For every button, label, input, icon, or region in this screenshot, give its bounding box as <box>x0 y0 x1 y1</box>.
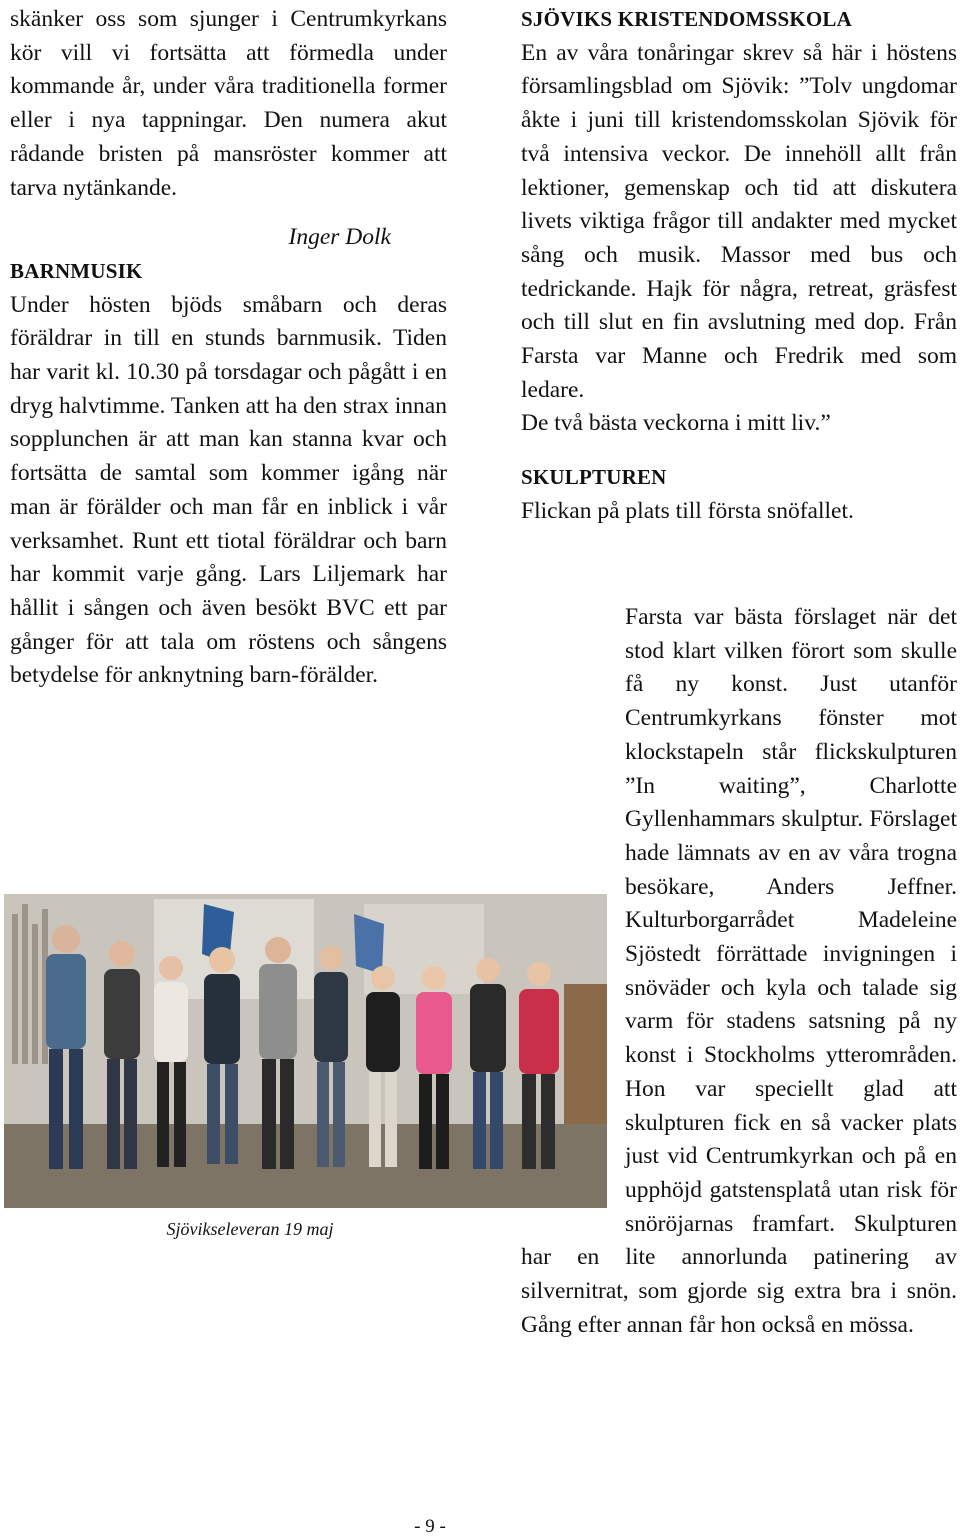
skulpturen-subtitle: Flickan på plats till första snöfallet. <box>521 497 854 524</box>
skulpturen-text: Farsta var bästa förslaget när det stod klart vilken förort som skulle få ny konst. Just utanför Centrumkyrkans fönster mot klockstapeln står flickskulpturen ”In waiting”, Charlotte Gyllenhammars skulptur. Förslaget hade lämnats av en av våra trogna besökare, Anders Jeffner. Kulturborgarrådet Madeleine Sjöstedt förrättade invigningen i snöväder och kyla och talade sig varm för stadens satsning på ny konst i Stockholms ytterområden. Hon var speciellt glad att skulpturen fick en så vacker plats just vid Centrumkyrkan och på en upphöjd gatstensplatå utan risk för snöröjarnas framfart. Skulpturen har en lite annorlunda patinering av silvernitrat, som gjorde sig extra bra i snön. Gång efter annan får hon också en mössa. <box>521 604 957 1338</box>
barnmusik-heading: BARNMUSIK <box>10 258 143 283</box>
group-photo <box>4 894 607 1208</box>
sjovik-text: En av våra tonåringar skrev så här i höstens församlingsblad om Sjövik: ”Tolv ungdomar åkte i juni till kristendomsskolan Sjövik för två intensiva veckor. De innehöll allt från lektioner, gemenskap och tid att diskutera livets viktiga frågor till andakter med mycket sång och musik. Massor med bus och tedrickande. Hajk för några, retreat, gräsfest och till slut en fin avslutning med dop. Från Farsta var Manne och Fredrik med som ledare. <box>521 39 957 403</box>
sjovik-heading: SJÖVIKS KRISTENDOMSSKOLA <box>521 7 852 31</box>
sjovik-quote-end: De två bästa veckorna i mitt liv.” <box>521 410 831 437</box>
skulpturen-heading: SKULPTUREN <box>521 465 667 490</box>
choir-text: skänker oss som sjunger i Centrumkyrkans kör vill vi fortsätta att förmedla under kommande år, under våra traditionella former eller i nya tappningar. Den numera akut rådande bristen på mansröster kommer att tarva nytänkande. <box>10 6 447 201</box>
group-photo-image <box>4 894 607 1208</box>
photo-caption: Sjövikseleveran 19 maj <box>166 1219 334 1239</box>
barnmusik-text: Under hösten bjöds småbarn och deras föräldrar in till en stunds barnmusik. Tiden har varit kl. 10.30 på torsdagar och pågått i en dryg halvtimme. Tanken att ha den strax innan sopplunchen är att man kan stanna kvar och fortsätta de samtal som kommer igång när man är förälder och man får en inblick i vår verksamhet. Runt ett tiotal föräldrar och barn har kommit varje gång. Lars Liljemark har hållit i sången och även besökt BVC ett par gånger för att tala om röstens och sångens betydelse för anknytning barn-förälder. <box>10 291 447 689</box>
left-column <box>10 3 447 693</box>
signature: Inger Dolk <box>288 224 391 251</box>
page-number: - 9 - <box>414 1516 446 1537</box>
